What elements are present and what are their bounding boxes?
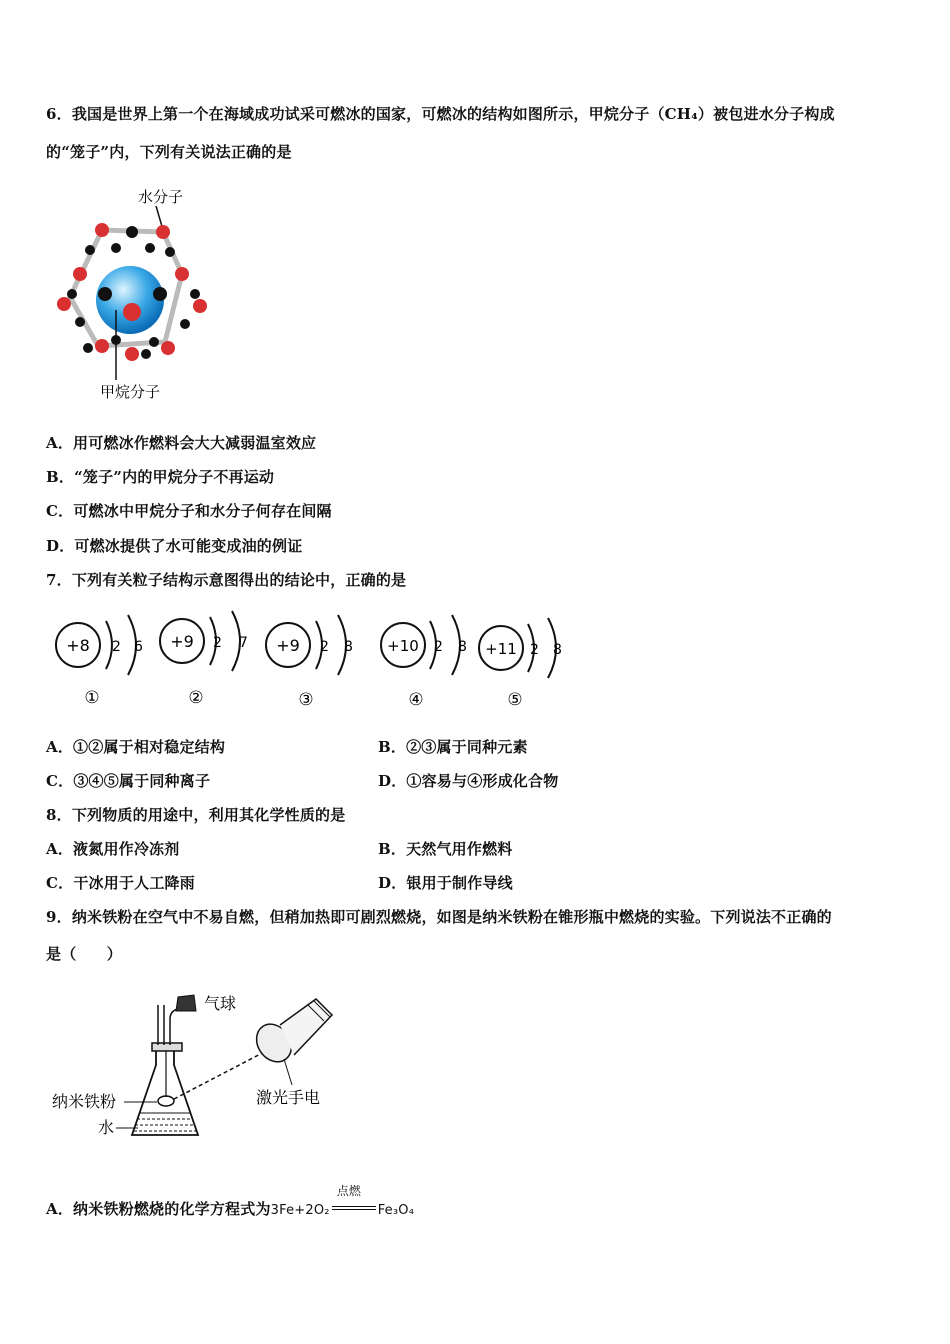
particle-index: ④ <box>408 690 424 710</box>
q6-option-a: A．用可燃冰作燃料会大大减弱温室效应 <box>46 434 317 452</box>
equation-lhs: 3Fe+2O₂ <box>270 1203 330 1218</box>
balloon-label: 气球 <box>204 994 237 1013</box>
combustible-ice-figure <box>50 182 220 407</box>
particle-index: ① <box>84 688 100 708</box>
q9-stem-line2: 是（ ） <box>46 945 123 963</box>
shell-electrons: 8 <box>553 642 562 658</box>
shell-electrons: 7 <box>239 635 248 651</box>
shell-electrons: 2 <box>530 642 539 658</box>
q7-option-c: C．③④⑤属于同种离子 <box>46 772 211 790</box>
nucleus-charge: +9 <box>170 632 194 651</box>
shell-electrons: 6 <box>134 639 143 655</box>
q6-option-b: B．“笼子”内的甲烷分子不再运动 <box>46 468 275 486</box>
equation-rhs: Fe₃O₄ <box>377 1203 415 1218</box>
q6-option-d: D．可燃冰提供了水可能变成油的例证 <box>46 537 303 555</box>
nucleus-charge: +10 <box>387 637 419 655</box>
flashlight-label: 激光手电 <box>256 1088 321 1107</box>
q8-stem: 8．下列物质的用途中，利用其化学性质的是 <box>46 806 346 824</box>
particle-structure-figure <box>48 603 573 713</box>
balloon-icon <box>176 995 196 1011</box>
q8-option-d: D．银用于制作导线 <box>378 874 513 892</box>
shell-electrons: 8 <box>344 639 353 655</box>
q9-stem-line1: 9．纳米铁粉在空气中不易自燃，但稍加热即可剧烈燃烧，如图是纳米铁粉在锥形瓶中燃烧的实验。下列说法不正确的 <box>46 908 832 926</box>
q7-option-d: D．①容易与④形成化合物 <box>378 772 559 790</box>
particle-1 <box>56 615 143 708</box>
shell-electrons: 2 <box>213 635 222 651</box>
reaction-condition-arrow <box>332 1184 376 1214</box>
iron-powder-label: 纳米铁粉 <box>52 1092 117 1111</box>
nucleus-charge: +11 <box>485 640 517 658</box>
q7-stem: 7．下列有关粒子结构示意图得出的结论中，正确的是 <box>46 571 407 589</box>
shell-electrons: 2 <box>434 639 443 655</box>
reaction-condition: 点燃 <box>336 1184 362 1198</box>
particle-index: ⑤ <box>507 690 523 710</box>
flashlight-icon <box>249 999 332 1069</box>
q6-stem-line1: 6．我国是世界上第一个在海域成功试采可燃冰的国家，可燃冰的结构如图所示，甲烷分子（CH₄）被包进水分子构成 <box>46 105 835 123</box>
q9-option-a <box>46 1184 415 1219</box>
particle-2 <box>160 611 248 708</box>
particle-index: ② <box>188 688 204 708</box>
q6-option-c: C．可燃冰中甲烷分子和水分子何存在间隔 <box>46 502 332 520</box>
particle-3 <box>266 615 353 710</box>
particle-index: ③ <box>298 690 314 710</box>
q6-stem-line2: 的“笼子”内，下列有关说法正确的是 <box>46 143 292 161</box>
particle-5 <box>479 618 562 710</box>
shell-electrons: 8 <box>458 639 467 655</box>
shell-electrons: 2 <box>112 639 121 655</box>
q7-option-a: A．①②属于相对稳定结构 <box>46 738 226 756</box>
q7-option-b: B．②③属于同种元素 <box>378 738 528 756</box>
q8-option-c: C．干冰用于人工降雨 <box>46 874 195 892</box>
q8-option-b: B．天然气用作燃料 <box>378 840 513 858</box>
particle-4 <box>381 615 467 710</box>
nucleus-charge: +9 <box>276 636 300 655</box>
nucleus-charge: +8 <box>66 636 90 655</box>
q9-option-a-text: A．纳米铁粉燃烧的化学方程式为 <box>46 1200 271 1218</box>
methane-molecule-label: 甲烷分子 <box>100 383 161 401</box>
water-molecule-label: 水分子 <box>138 188 184 206</box>
conical-flask <box>132 1043 198 1135</box>
q8-option-a: A．液氮用作冷冻剂 <box>46 840 180 858</box>
water-label: 水 <box>98 1118 115 1137</box>
iron-powder-dish <box>158 1096 174 1106</box>
shell-electrons: 2 <box>320 639 329 655</box>
nano-iron-experiment-figure <box>46 985 346 1145</box>
